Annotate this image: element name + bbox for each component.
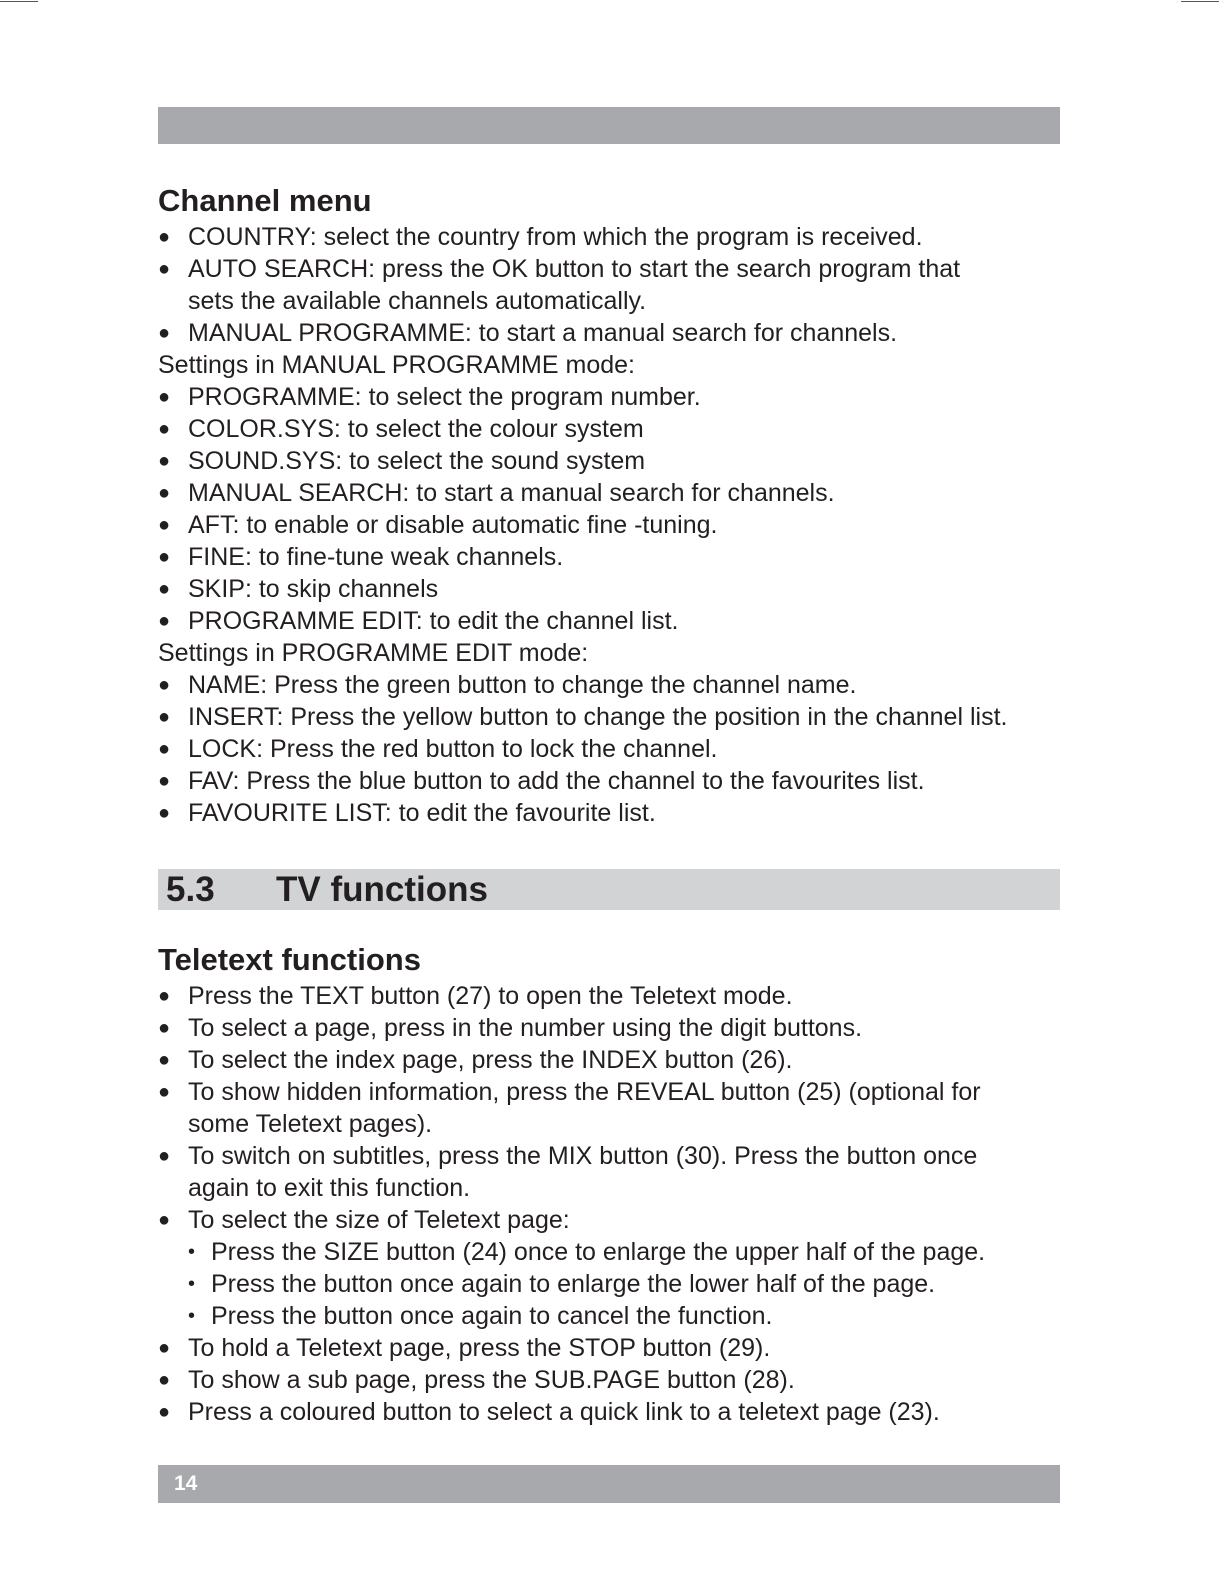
list-item: ● NAME: Press the green button to change the channel name. [158, 669, 1060, 701]
crop-mark-right [1181, 1, 1219, 2]
manual-programme-label: Settings in MANUAL PROGRAMME mode: [158, 351, 635, 379]
list-item: ● To select the size of Teletext page: [158, 1204, 1060, 1236]
list-item: ● Press a coloured button to select a quick link to a teletext page (23). [158, 1396, 1060, 1428]
list-item-continuation: some Teletext pages). [188, 1110, 433, 1138]
list-item: ● COLOR.SYS: to select the colour system [158, 413, 1060, 445]
list-item: ● FAVOURITE LIST: to edit the favourite list. [158, 797, 1060, 829]
teletext-list-cont [158, 1204, 1060, 1236]
channel-menu-list-cont [158, 317, 1060, 349]
list-item: ● PROGRAMME: to select the program number. [158, 381, 1060, 413]
manual-programme-list [158, 381, 1060, 637]
section-title: TV functions [276, 869, 488, 909]
list-item: ● COUNTRY: select the country from which the program is received. [158, 221, 1060, 253]
programme-edit-label: Settings in PROGRAMME EDIT mode: [158, 639, 589, 667]
list-item: ● SOUND.SYS: to select the sound system [158, 445, 1060, 477]
sub-list-item: • Press the button once again to enlarge the lower half of the page. [158, 1268, 1060, 1300]
header-bar [158, 107, 1060, 144]
page-number: 14 [174, 1472, 198, 1495]
programme-edit-list [158, 669, 1060, 829]
channel-menu-list [158, 221, 1060, 285]
list-item: ● To select a page, press in the number using the digit buttons. [158, 1012, 1060, 1044]
list-item: ● To show a sub page, press the SUB.PAGE button (28). [158, 1364, 1060, 1396]
list-item: ● FAV: Press the blue button to add the channel to the favourites list. [158, 765, 1060, 797]
page-content [158, 181, 1060, 1428]
size-sublist [158, 1236, 1060, 1332]
sub-list-item: • Press the button once again to cancel the function. [158, 1300, 1060, 1332]
section-header [158, 869, 1060, 910]
list-item: ● INSERT: Press the yellow button to change the position in the channel list. [158, 701, 1060, 733]
list-item: ● LOCK: Press the red button to lock the channel. [158, 733, 1060, 765]
channel-menu-heading: Channel menu [158, 183, 372, 218]
list-item: ● MANUAL PROGRAMME: to start a manual search for channels. [158, 317, 1060, 349]
list-item: ● Press the TEXT button (27) to open the Teletext mode. [158, 980, 1060, 1012]
list-item-continuation: again to exit this function. [188, 1174, 471, 1202]
crop-mark-left [0, 1, 38, 2]
list-item: ● To hold a Teletext page, press the STOP button (29). [158, 1332, 1060, 1364]
list-item: ● SKIP: to skip channels [158, 573, 1060, 605]
section-number: 5.3 [166, 869, 215, 909]
list-item: ● To select the index page, press the INDEX button (26). [158, 1044, 1060, 1076]
list-item: ● To switch on subtitles, press the MIX button (30). Press the button once [158, 1140, 1060, 1172]
teletext-list [158, 980, 1060, 1108]
sub-list-item: • Press the SIZE button (24) once to enlarge the upper half of the page. [158, 1236, 1060, 1268]
list-item: ● PROGRAMME EDIT: to edit the channel list. [158, 605, 1060, 637]
footer-bar [158, 1465, 1060, 1503]
list-item: ● AUTO SEARCH: press the OK button to start the search program that [158, 253, 1060, 285]
list-item-continuation: sets the available channels automatically. [188, 287, 647, 315]
teletext-list-cont [158, 1140, 1060, 1172]
list-item: ● MANUAL SEARCH: to start a manual search for channels. [158, 477, 1060, 509]
teletext-list-end [158, 1332, 1060, 1428]
list-item: ● AFT: to enable or disable automatic fine -tuning. [158, 509, 1060, 541]
teletext-heading: Teletext functions [158, 942, 421, 977]
list-item: ● FINE: to fine-tune weak channels. [158, 541, 1060, 573]
list-item: ● To show hidden information, press the REVEAL button (25) (optional for [158, 1076, 1060, 1108]
